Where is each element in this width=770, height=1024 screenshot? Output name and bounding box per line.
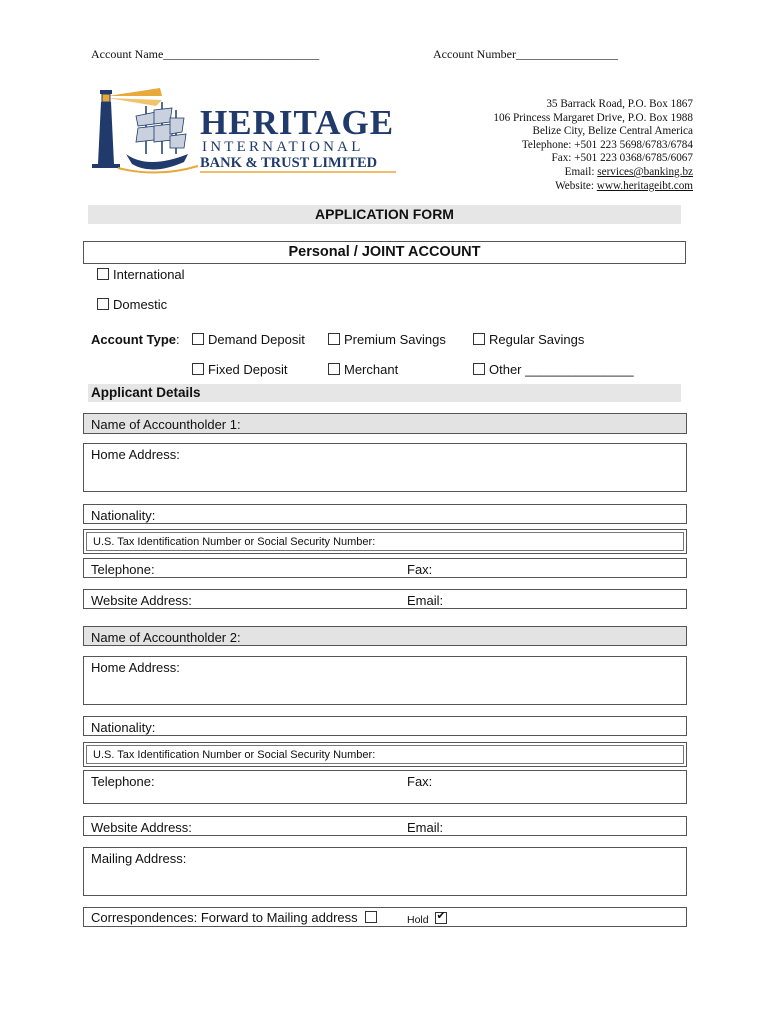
- account-type-label: Account Type:: [91, 332, 180, 347]
- checkbox[interactable]: [97, 298, 109, 310]
- logo-word-international: INTERNATIONAL: [202, 139, 364, 155]
- email-link[interactable]: services@banking.bz: [597, 165, 693, 178]
- email-line: Email: services@banking.bz: [564, 165, 693, 178]
- accountholder2-name-field[interactable]: Name of Accountholder 2:: [83, 626, 687, 646]
- checkmark-icon: ✔: [436, 910, 446, 922]
- hold-checkbox[interactable]: [435, 912, 447, 924]
- accountholder2-nationality-field[interactable]: Nationality:: [83, 716, 687, 736]
- checkbox[interactable]: [192, 333, 204, 345]
- checkbox[interactable]: [473, 363, 485, 375]
- accountholder2-tax-id-field[interactable]: U.S. Tax Identification Number or Social Security Number:: [83, 742, 687, 767]
- option-other[interactable]: Other _______________: [473, 362, 634, 378]
- logo-word-heritage: HERITAGE: [200, 103, 395, 142]
- accountholder1-tax-id-field[interactable]: U.S. Tax Identification Number or Social Security Number:: [83, 529, 687, 554]
- checkbox[interactable]: [328, 333, 340, 345]
- website-label: Website Address:: [91, 593, 192, 608]
- option-domestic[interactable]: Domestic: [97, 297, 167, 313]
- checkbox[interactable]: [192, 363, 204, 375]
- option-international[interactable]: International: [97, 267, 185, 283]
- telephone-label: Telephone:: [91, 562, 155, 577]
- accountholder2-home-address-field[interactable]: Home Address:: [83, 656, 687, 705]
- fax-label: Fax:: [407, 562, 433, 577]
- accountholder1-home-address-field[interactable]: Home Address:: [83, 443, 687, 492]
- website-link[interactable]: www.heritageibt.com: [596, 179, 693, 192]
- address-line: Belize City, Belize Central America: [532, 125, 693, 138]
- form-subtitle: Personal / JOINT ACCOUNT: [83, 241, 686, 264]
- accountholder1-web-email-row[interactable]: [83, 589, 687, 609]
- checkbox[interactable]: [328, 363, 340, 375]
- option-demand-deposit[interactable]: Demand Deposit: [192, 332, 305, 348]
- lighthouse-ship-emblem: [88, 84, 400, 180]
- form-title: APPLICATION FORM: [88, 205, 681, 224]
- hold-label: Hold: [407, 914, 429, 926]
- option-fixed-deposit[interactable]: Fixed Deposit: [192, 362, 287, 378]
- email-label: Email:: [407, 820, 444, 835]
- telephone-line: Telephone: +501 223 5698/6783/6784: [521, 138, 693, 151]
- website-label: Website Address:: [91, 820, 192, 835]
- website-line: Website: www.heritageibt.com: [555, 179, 693, 192]
- address-line: 106 Princess Margaret Drive, P.O. Box 1988: [493, 111, 693, 124]
- fax-line: Fax: +501 223 0368/6785/6067: [551, 152, 693, 165]
- bank-logo: [88, 84, 400, 180]
- accountholder1-phone-fax-row[interactable]: [83, 558, 687, 578]
- fax-label: Fax:: [407, 774, 433, 789]
- correspondences-row: [83, 907, 687, 927]
- bank-address: [493, 98, 693, 193]
- accountholder1-name-field[interactable]: Name of Accountholder 1:: [83, 413, 687, 434]
- option-regular-savings[interactable]: Regular Savings: [473, 332, 584, 348]
- email-label: Email:: [407, 593, 444, 608]
- applicant-details-heading: Applicant Details: [88, 384, 681, 402]
- checkbox[interactable]: [97, 268, 109, 280]
- address-line: 35 Barrack Road, P.O. Box 1867: [546, 98, 693, 110]
- telephone-label: Telephone:: [91, 774, 155, 789]
- accountholder1-nationality-field[interactable]: Nationality:: [83, 504, 687, 524]
- correspondences-label: Correspondences: Forward to Mailing address: [91, 910, 358, 925]
- mailing-address-field[interactable]: Mailing Address:: [83, 847, 687, 896]
- account-number-field[interactable]: Account Number_________________: [433, 47, 618, 61]
- accountholder2-web-email-row[interactable]: [83, 816, 687, 836]
- checkbox[interactable]: [473, 333, 485, 345]
- forward-mailing-checkbox[interactable]: [365, 911, 377, 923]
- account-name-field[interactable]: Account Name__________________________: [91, 47, 320, 61]
- option-merchant[interactable]: Merchant: [328, 362, 398, 378]
- logo-word-bank-trust: BANK & TRUST LIMITED: [200, 155, 378, 171]
- option-premium-savings[interactable]: Premium Savings: [328, 332, 446, 348]
- accountholder2-phone-fax-row[interactable]: [83, 770, 687, 804]
